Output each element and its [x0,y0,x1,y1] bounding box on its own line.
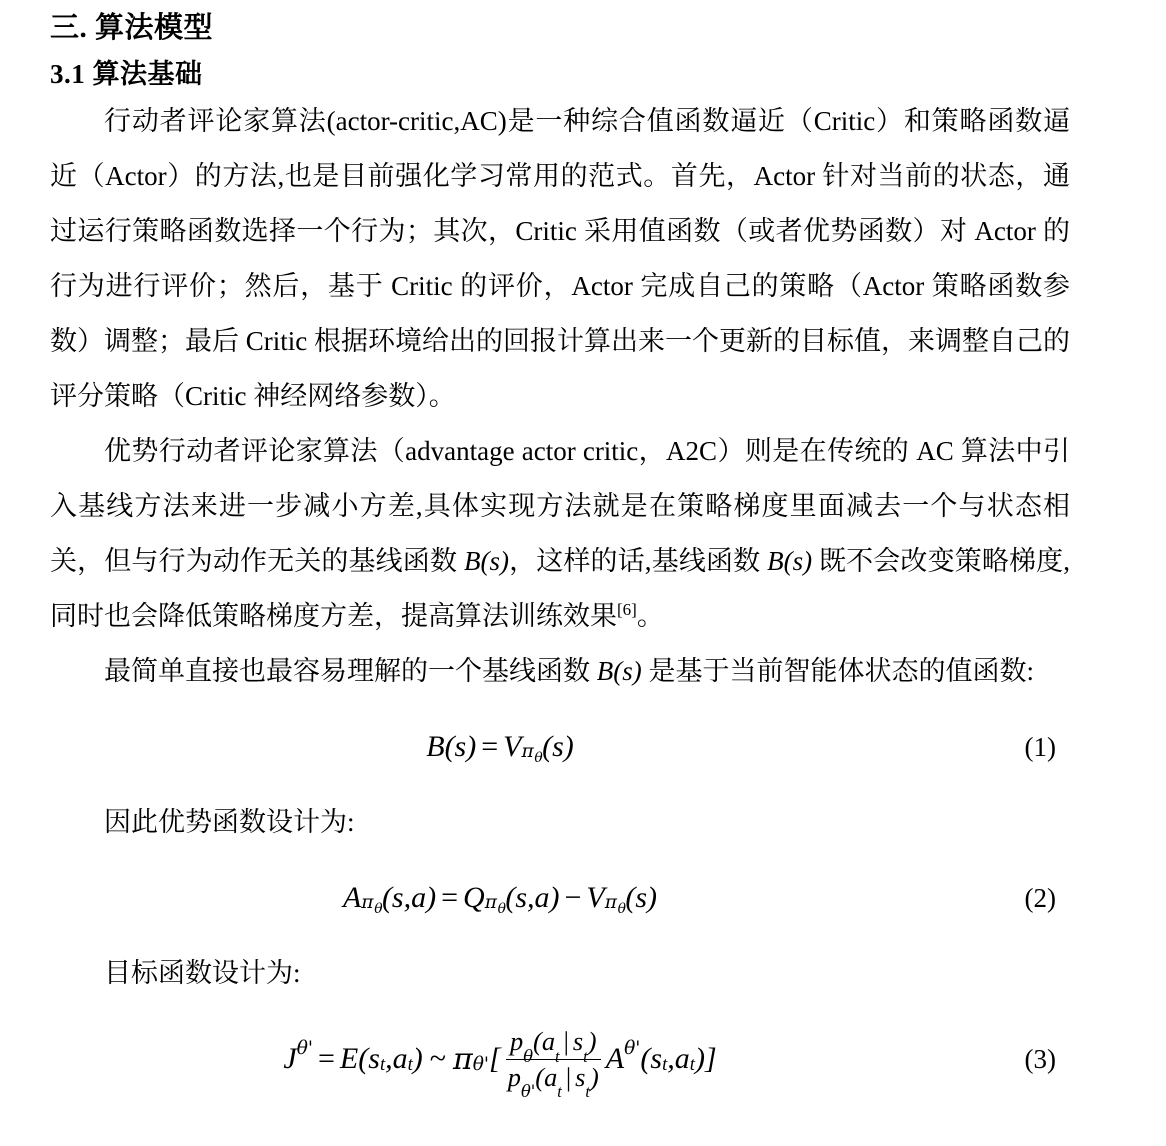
equation-1-number: (1) [1024,731,1056,762]
eq2-v-sub-pi: π [604,892,617,914]
eq2-q-var: Q [463,881,485,914]
paragraph-a2c-period: 。 [636,601,664,631]
eq3-adv-var: A [605,1042,625,1075]
equation-3-row [50,1001,1070,1117]
eq2-a-sub-theta: θ [374,900,383,917]
section-heading: 三. 算法模型 [50,12,214,44]
eq3-den-a: a [544,1061,558,1092]
eq3-den-s: s [575,1061,586,1092]
eq3-fraction-numerator [506,1026,601,1066]
eq1-lhs-arg: (s) [444,730,477,763]
equation-1-math [426,730,574,764]
paragraph-a2c [50,424,1070,644]
eq2-a-arg: (s,a) [381,881,437,914]
eq3-num-vbar: | [563,1026,569,1057]
eq2-v-arg: (s) [625,881,658,914]
eq3-den-p-sub: θ' [520,1082,536,1102]
eq3-e-open: ( [358,1042,369,1075]
citation-marker: [6] [617,600,637,619]
eq3-num-open: ( [533,1026,542,1057]
equation-2-body [50,850,1070,946]
eq3-e-s: s [368,1042,380,1075]
eq1-rhs-sub [521,741,543,766]
paragraph-baseline [50,644,1070,699]
eq2-q-arg: (s,a) [505,881,560,914]
eq3-adv-comma: , [667,1042,675,1075]
equation-3-body [50,1001,1070,1117]
eq2-q-sub-theta: θ [497,900,507,917]
eq3-bracket-open: [ [489,1042,501,1075]
eq3-e-close: ) [412,1042,423,1075]
eq2-v-var: V [586,881,605,914]
eq3-adv-close: ) [694,1042,705,1075]
eq3-den-open: ( [535,1061,545,1092]
eq3-num-s-sub: t [583,1046,588,1066]
eq1-rhs-sub-theta: θ [534,749,543,766]
eq3-e-a: a [392,1042,408,1075]
lead-in-advantage: 因此优势函数设计为: [104,807,355,837]
equation-3-number: (3) [1024,1043,1056,1074]
eq3-adv-s: s [650,1042,663,1075]
lead-in-objective: 目标函数设计为: [104,958,301,988]
paragraph-baseline-prefix: 最简单直接也最容易理解的一个基线函数 [104,656,597,686]
eq3-adv-a: a [674,1042,690,1075]
eq1-rhs-sub-pi: π [521,741,534,763]
eq3-tilde: ~ [429,1042,447,1075]
eq2-v-sub [604,892,627,917]
eq3-pi-var: π [453,1041,473,1077]
eq1-rhs-arg: (s) [542,730,574,763]
equation-2-number: (2) [1024,882,1056,913]
subsection-heading: 3.1 算法基础 [50,59,203,89]
eq3-den-a-sub: t [557,1082,562,1102]
eq2-minus: − [564,881,582,914]
eq3-den-vbar: | [565,1061,572,1092]
eq3-num-a-sub: t [555,1046,560,1066]
eq3-e-var: E [339,1042,359,1075]
eq2-a-sub [361,892,383,917]
inline-math-bs-3: B(s) [596,656,642,686]
eq3-bracket-close: ] [704,1042,717,1075]
inline-math-bs: B(s) [463,546,509,576]
eq3-num-close: ) [587,1026,597,1057]
eq3-j-var: J [283,1042,297,1075]
equation-1-row [50,699,1070,795]
eq3-num-p: p [509,1026,524,1057]
eq3-den-p: p [507,1061,521,1092]
eq3-fraction [504,1026,603,1102]
eq3-den-close: ) [589,1061,599,1092]
equation-1-body [50,699,1070,795]
eq1-equals: = [481,730,499,763]
equation-2-math [343,881,657,915]
eq3-equals: = [318,1042,335,1075]
eq3-den-s-sub: t [585,1082,590,1102]
eq2-equals: = [441,881,459,914]
equation-3-math: J θ' = E ( s t , a t ) ~ π θ' [ $\frac{p_\theta(a_t| s_t)}{p_{\theta'}(a_t| s_t)}$ A θ' ( s t , a t ) ] [283,1026,717,1102]
eq3-e-comma: , [385,1042,393,1075]
paragraph-baseline-middle: 是基于当前智能体状态的值函数: [641,656,1034,686]
eq2-a-var: A [342,881,362,914]
eq3-num-p-sub: θ [523,1046,534,1066]
eq3-num-s: s [572,1026,584,1057]
eq2-q-sub-pi: π [484,892,497,914]
eq2-a-sub-pi: π [361,892,374,914]
document-content [50,0,1070,1117]
eq1-lhs-var: B [426,730,445,763]
paragraph-actor-critic: 行动者评论家算法(actor-critic,AC)是一种综合值函数逼近（Critic）和策略函数逼近（Actor）的方法,也是目前强化学习常用的范式。首先，Actor 针对当前的状态，通过运行策略函数选择一个行为；其次，Critic 采用值函数（或者优势函数）对 Actor 的行为进行评价；然后，基于 Critic 的评价，Actor 完成自己的策略（Actor 策略函数参数）调整；最后 Critic 根据环境给出的回报计算出来一个更新的目标值，来调整自己的评分策略（Critic 神经网络参数）。 [50,106,1070,411]
paragraph-a2c-text: 优势行动者评论家算法（advantage actor critic，A2C）则是在传统的 AC 算法中引入基线方法来进一步减小方差,具体实现方法就是在策略梯度里面减去一个与状态相关，但与行为动作无关的基线函数 B(s)，这样的话,基线函数 B(s) 既不会改变策略梯度,同时也会降低策略梯度方差，提高算法训练效果 [50,436,1071,631]
eq2-v-sub-theta: θ [617,900,627,917]
eq3-num-a: a [541,1026,556,1057]
eq2-q-sub [484,892,507,917]
equation-2-row [50,850,1070,946]
eq1-rhs-var: V [503,730,522,763]
eq3-adv-open: ( [640,1042,651,1075]
inline-math-bs-2: B(s) [767,546,813,576]
